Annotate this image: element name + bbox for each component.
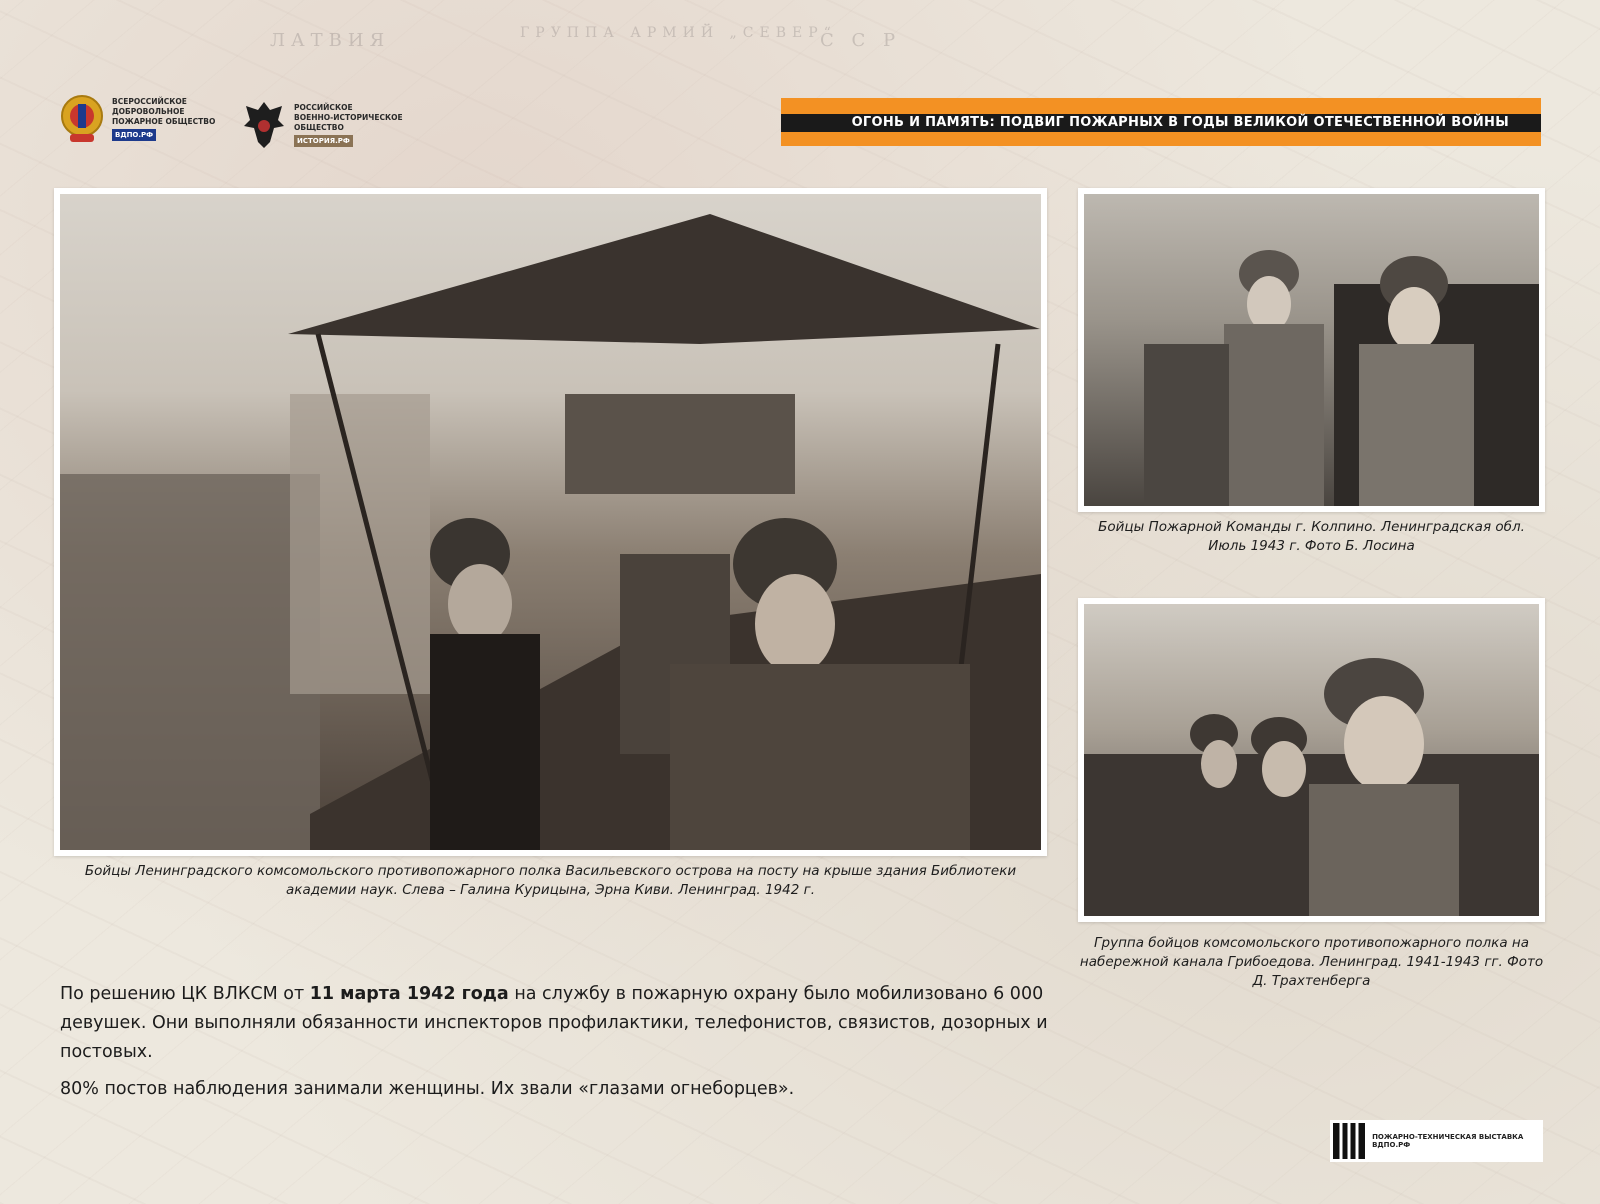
rvio-logo[interactable] xyxy=(240,96,403,154)
title-banner xyxy=(781,98,1541,146)
vdpo-logo[interactable] xyxy=(58,90,215,148)
rvio-logo-text: РОССИЙСКОЕ ВОЕННО-ИСТОРИЧЕСКОЕ ОБЩЕСТВО ИСТОРИЯ.РФ xyxy=(294,103,403,145)
map-label: ГРУППА АРМИЙ „СЕВЕР“ xyxy=(520,25,837,41)
map-label: ЛАТВИЯ xyxy=(270,30,391,51)
page-title: ОГОНЬ И ПАМЯТЬ: ПОДВИГ ПОЖАРНЫХ В ГОДЫ ВЕЛИКОЙ ОТЕЧЕСТВЕННОЙ ВОЙНЫ xyxy=(781,114,1541,132)
right-top-photo-image xyxy=(1084,194,1539,506)
main-photo xyxy=(54,188,1047,856)
qr-link[interactable] xyxy=(1330,1120,1543,1162)
qr-code-icon xyxy=(1333,1123,1365,1159)
double-eagle-icon xyxy=(240,96,288,154)
map-label: С С Р xyxy=(820,30,902,51)
vdpo-logo-text: ВСЕРОССИЙСКОЕ ДОБРОВОЛЬНОЕ ПОЖАРНОЕ ОБЩЕСТВО ВДПО.РФ xyxy=(112,97,216,139)
body-text xyxy=(60,980,1060,1112)
qr-label: ПОЖАРНО-ТЕХНИЧЕСКАЯ ВЫСТАВКА ВДПО.РФ xyxy=(1372,1133,1524,1149)
right-bottom-photo-caption: Группа бойцов комсомольского противопожарного полка на набережной канала Грибоедова. Ленинград. 1941-1943 гг. Фото Д. Трахтенберга xyxy=(1079,935,1544,989)
vdpo-emblem-icon xyxy=(58,90,106,148)
body-paragraph-2: 80% постов наблюдения занимали женщины. Их звали «глазами огнеборцев». xyxy=(60,1079,795,1099)
main-photo-caption: Бойцы Ленинградского комсомольского противопожарного полка Васильевского острова на посту на крыше здания Библиотеки академии наук. Слева – Галина Курицына, Эрна Киви. Ленинград. 1942 г. xyxy=(84,863,1017,898)
right-top-photo-caption: Бойцы Пожарной Команды г. Колпино. Ленинградская обл. Июль 1943 г. Фото Б. Лосина xyxy=(1098,519,1525,554)
right-top-photo xyxy=(1078,188,1545,512)
body-paragraph-1: По решению ЦК ВЛКСМ от 11 марта 1942 года на службу в пожарную охрану было мобилизовано 6 000 девушек. Они выполняли обязанности инспекторов профилактики, телефонистов, связистов, дозорных и постовых. xyxy=(60,984,1048,1062)
right-bottom-photo-image xyxy=(1084,604,1539,916)
vdpo-badge[interactable]: ВДПО.РФ xyxy=(112,129,156,141)
right-bottom-photo xyxy=(1078,598,1545,922)
rvio-badge[interactable]: ИСТОРИЯ.РФ xyxy=(294,135,353,147)
main-photo-image xyxy=(60,194,1041,850)
